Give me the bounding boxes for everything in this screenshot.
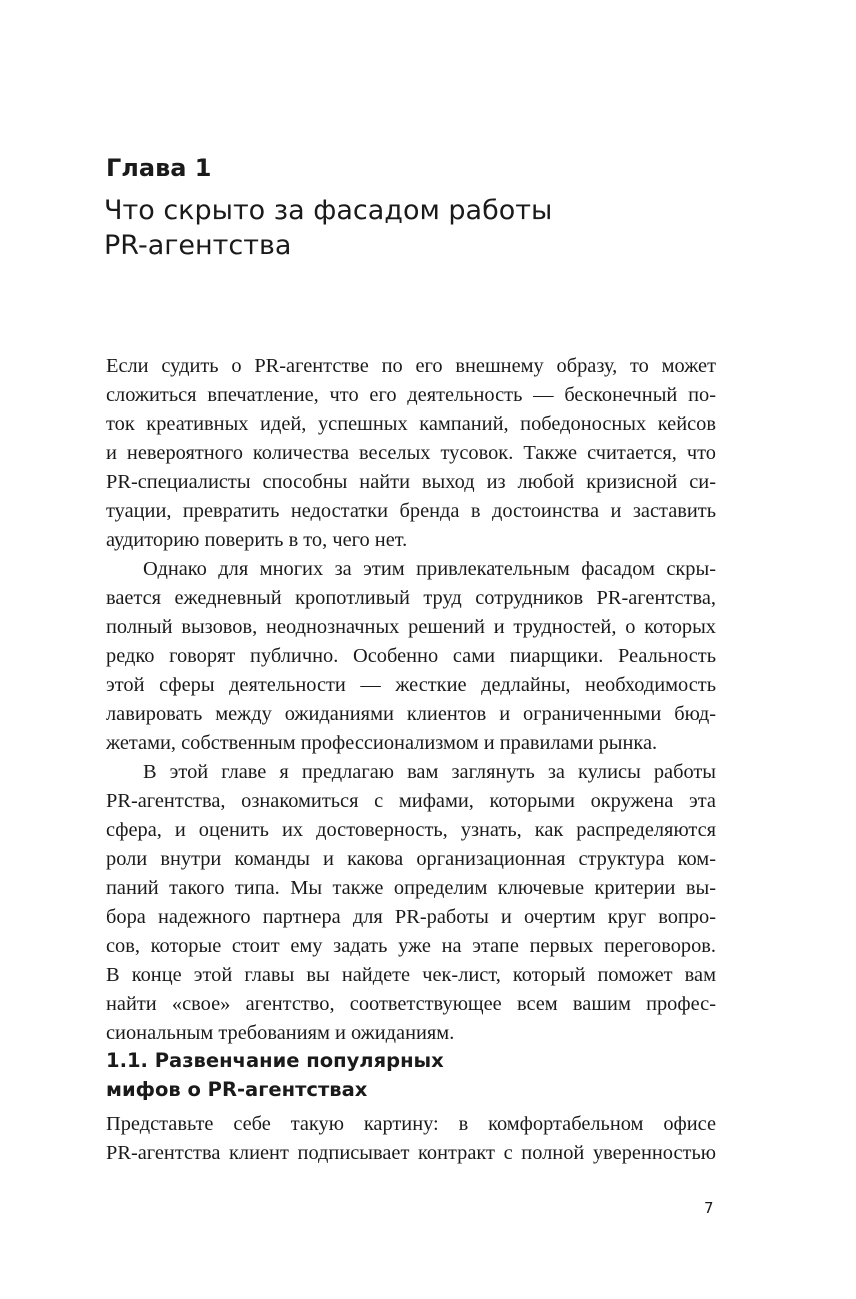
text-line: В конце этой главы вы найдете чек-лист, который поможет вам [106, 964, 716, 986]
chapter-label: Глава 1 [106, 154, 212, 182]
text-line: сов, которые стоит ему задать уже на этапе первых переговоров. [106, 935, 716, 957]
chapter-title [104, 193, 744, 263]
text-line: паний такого типа. Мы также определим ключевые критерии вы- [106, 877, 716, 899]
text-line: бора надежного партнера для PR-работы и очертим круг вопро- [106, 906, 716, 928]
text-line: жетами, собственным профессионализмом и правилами рынка. [106, 732, 658, 754]
text-line: этой сферы деятельности — жесткие дедлайны, необходимость [106, 674, 716, 696]
section-paragraph [106, 1110, 716, 1168]
paragraph-1 [106, 352, 716, 555]
text-line: В этой главе я предлагаю вам заглянуть за кулисы работы [143, 761, 716, 783]
text-line: роли внутри команды и какова организационная структура ком- [106, 848, 716, 870]
text-line: найти «свое» агентство, соответствующее всем вашим профес- [106, 993, 716, 1015]
text-line: сложиться впечатление, что его деятельность — бесконечный по- [106, 384, 716, 406]
text-line: Однако для многих за этим привлекательным фасадом скры- [143, 558, 716, 580]
text-line: аудиторию поверить в то, чего нет. [106, 529, 408, 551]
text-line: Если судить о PR-агентстве по его внешнему образу, то может [106, 355, 716, 377]
text-line: Представьте себе такую картину: в комфортабельном офисе [106, 1113, 716, 1135]
text-line: ток креативных идей, успешных кампаний, победоносных кейсов [106, 413, 716, 435]
text-line: PR-агентства, ознакомиться с мифами, которыми окружена эта [106, 790, 716, 812]
section-heading [106, 1046, 726, 1104]
text-line: туации, превратить недостатки бренда в достоинства и заставить [106, 500, 716, 522]
text-line: сфера, и оценить их достоверность, узнать, как распределяются [106, 819, 716, 841]
text-line: PR-специалисты способны найти выход из любой кризисной си- [106, 471, 716, 493]
page-number: 7 [704, 1199, 714, 1217]
text-line: и невероятного количества веселых тусовок. Также считается, что [106, 442, 716, 464]
paragraph-3 [106, 758, 716, 1048]
chapter-title-line: PR-агентства [104, 230, 292, 261]
text-line: вается ежедневный кропотливый труд сотрудников PR-агентства, [106, 587, 716, 609]
chapter-title-line: Что скрыто за фасадом работы [104, 195, 553, 226]
paragraph-2 [106, 555, 716, 758]
section-heading-line: 1.1. Развенчание популярных [106, 1049, 444, 1072]
text-line: сиональным требованиям и ожиданиям. [106, 1022, 455, 1044]
text-line: редко говорят публично. Особенно сами пиарщики. Реальность [106, 645, 716, 667]
text-line: полный вызовов, неоднозначных решений и трудностей, о которых [106, 616, 716, 638]
section-heading-line: мифов о PR-агентствах [106, 1078, 368, 1101]
text-line: PR-агентства клиент подписывает контракт с полной уверенностью [106, 1142, 716, 1164]
text-line: лавировать между ожиданиями клиентов и ограниченными бюд- [106, 703, 716, 725]
